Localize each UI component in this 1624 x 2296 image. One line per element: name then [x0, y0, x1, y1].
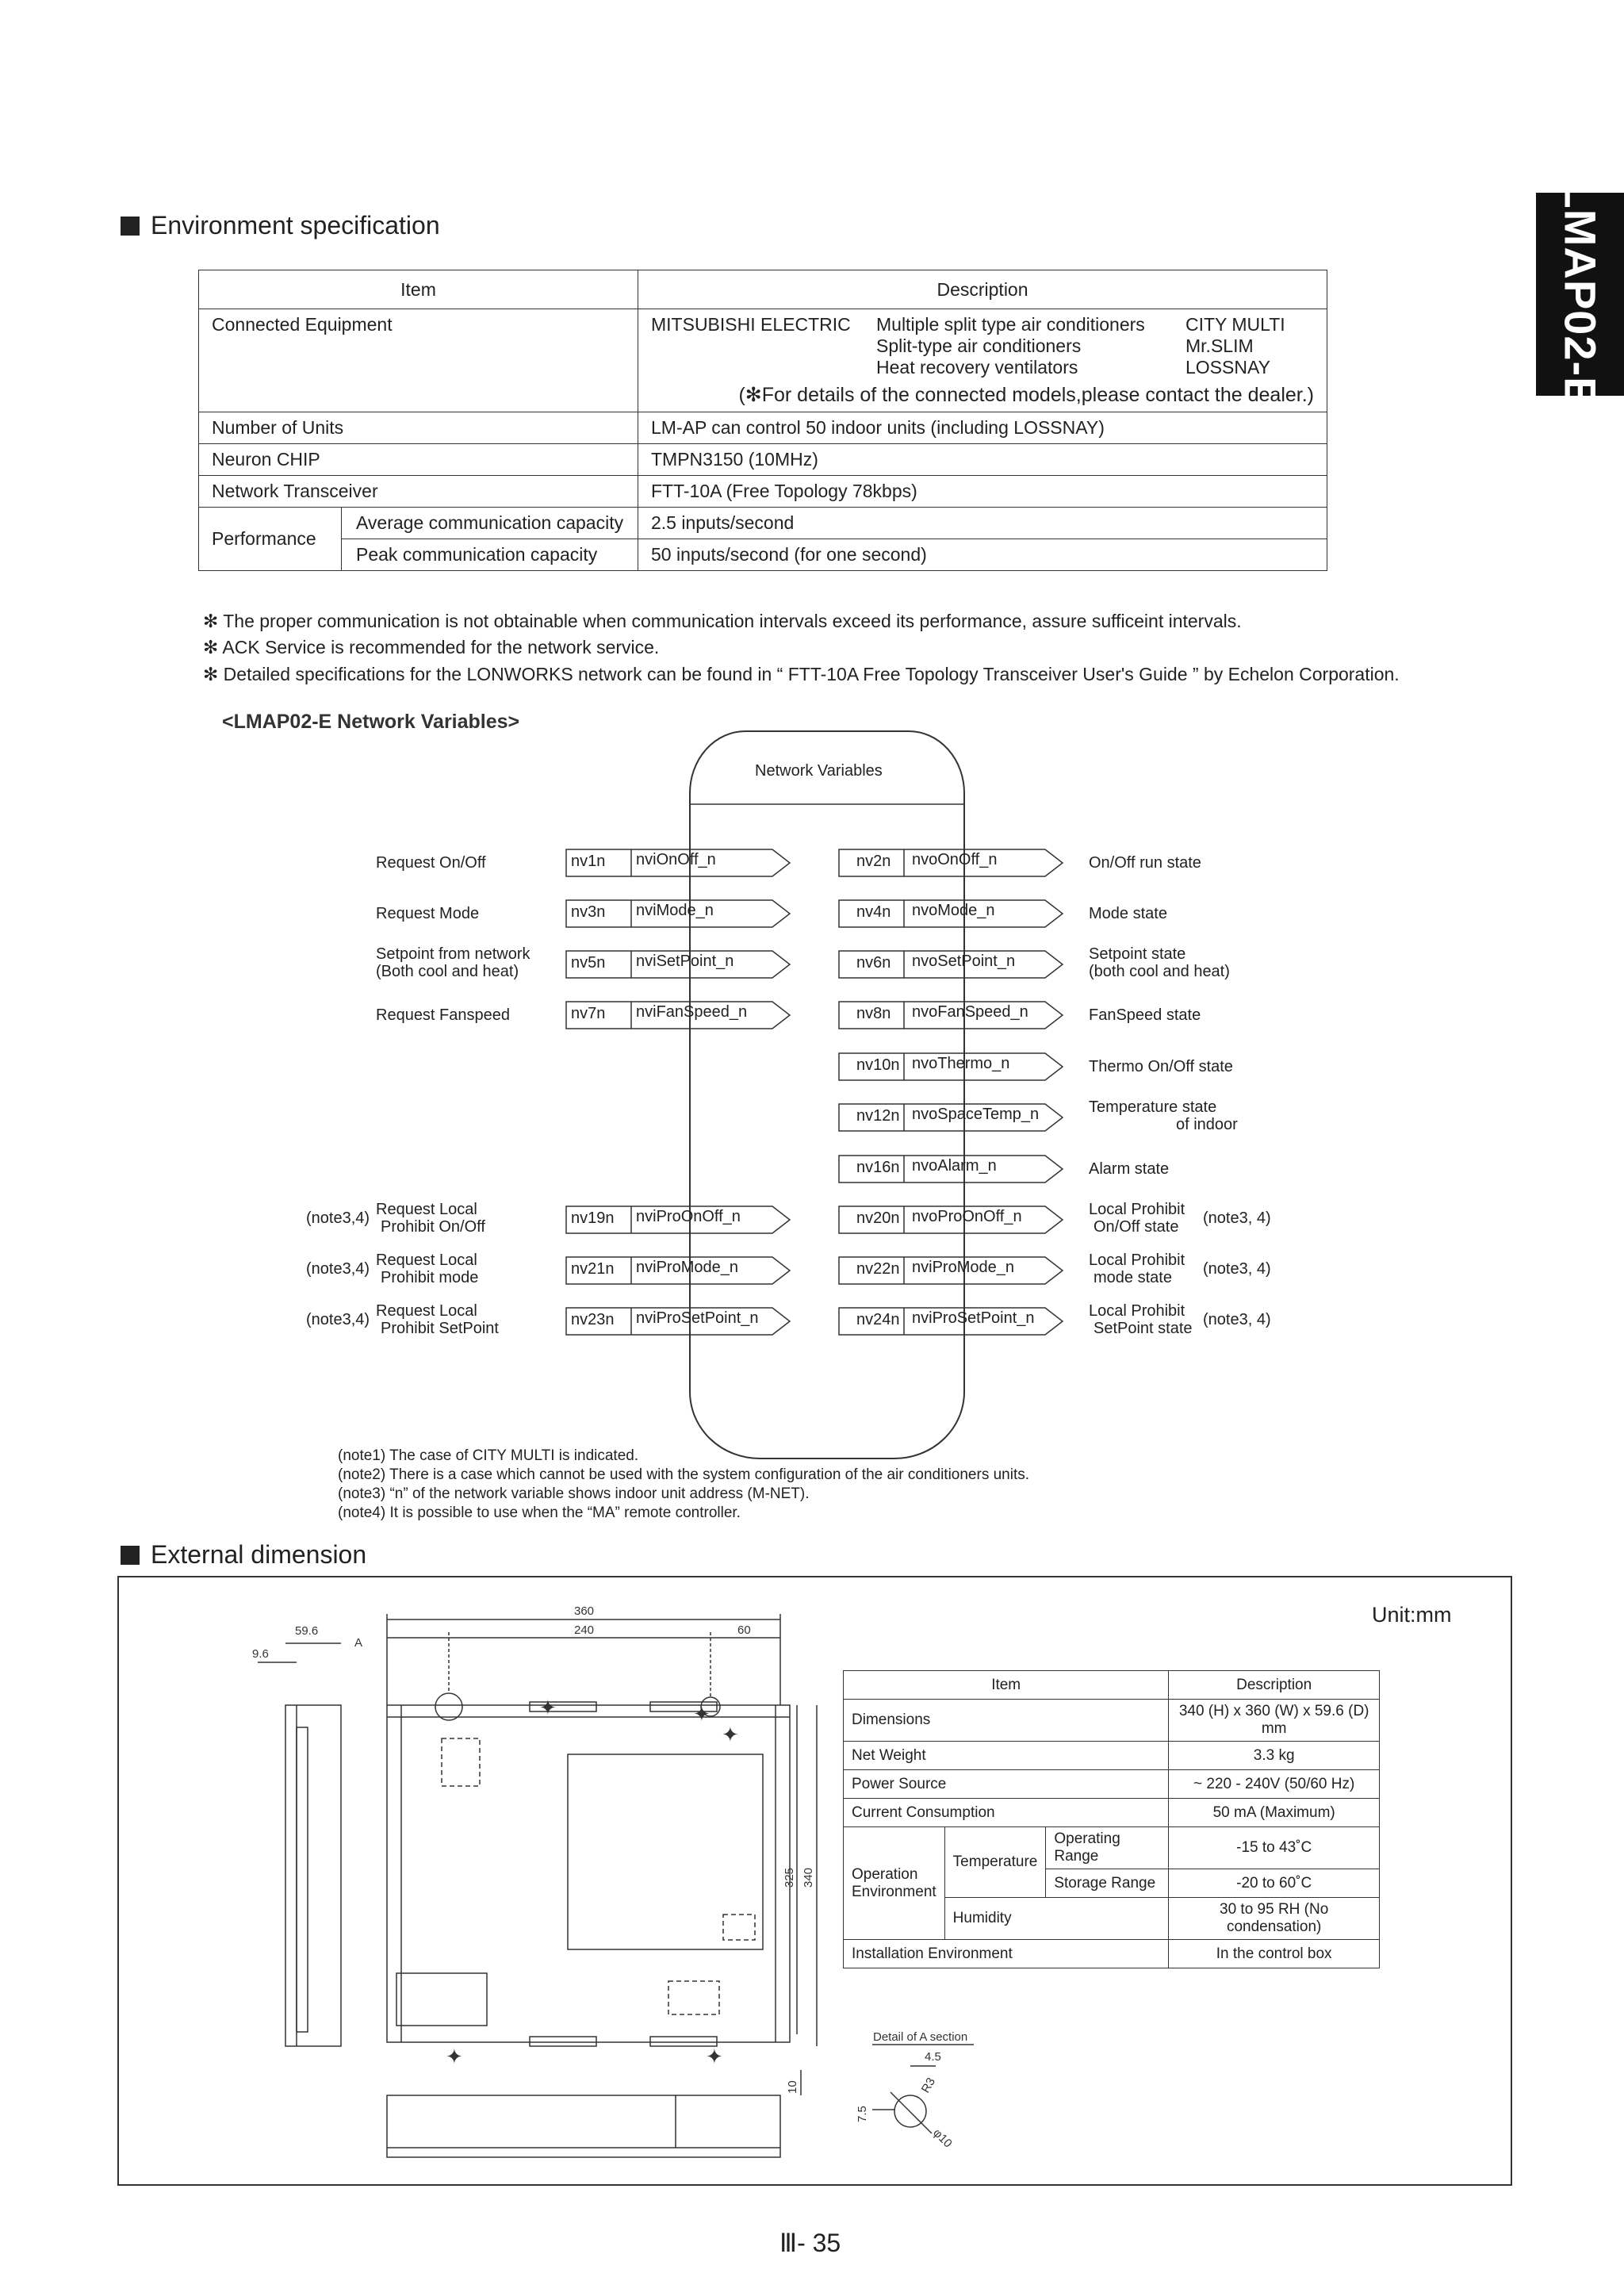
output-note: (note3, 4) — [1203, 1311, 1271, 1328]
mount-hole-a — [435, 1693, 462, 1720]
input-nv-id: nv7n — [571, 1005, 606, 1022]
dim-header-description: Description — [1169, 1671, 1380, 1700]
input-label-line2: Prohibit mode — [381, 1269, 479, 1286]
input-nv-name: nviFanSpeed_n — [636, 1003, 748, 1021]
dashed-component-2 — [723, 1915, 755, 1940]
side-tab-label: LMAP02-E — [1555, 181, 1605, 408]
input-nv-name: nviProMode_n — [636, 1259, 738, 1276]
detail-r3: R3 — [918, 2075, 939, 2095]
input-nv-name: nviOnOff_n — [636, 851, 716, 868]
output-note: (note3, 4) — [1203, 1209, 1271, 1227]
dimensions-value: 340 (H) x 360 (W) x 59.6 (D) mm — [1169, 1700, 1380, 1742]
weight-label: Net Weight — [844, 1742, 1169, 1770]
label-a: A — [354, 1636, 363, 1650]
output-label: Alarm state — [1089, 1160, 1170, 1178]
input-nv-id: nv3n — [571, 903, 606, 921]
humidity-label: Humidity — [944, 1898, 1169, 1940]
transceiver-value: FTT-10A (Free Topology 78kbps) — [638, 476, 1327, 508]
maker: MITSUBISHI ELECTRIC — [651, 314, 851, 335]
peak-value: 50 inputs/second (for one second) — [638, 539, 1327, 571]
output-label-line2: On/Off state — [1094, 1218, 1179, 1236]
connected-label: Connected Equipment — [199, 309, 638, 412]
output-label-line2: mode state — [1094, 1269, 1172, 1286]
nv-note-3: (note3) “n” of the network variable shows indoor unit address (M-NET). — [338, 1485, 810, 1502]
page-number: Ⅲ- 35 — [779, 2229, 841, 2257]
env-note-3: ✻ Detailed specifications for the LONWORKS network can be found in “ FTT-10A Free Topology Transceiver User's Guide ” by Echelon Corporation. — [203, 664, 1400, 684]
unit-label: Unit:mm — [1372, 1603, 1452, 1627]
input-nv-id: nv5n — [571, 954, 606, 972]
header-description: Description — [638, 270, 1327, 309]
input-label: Request Local — [376, 1201, 477, 1218]
output-nv-id: nv2n — [856, 853, 891, 870]
install-label: Installation Environment — [844, 1940, 1169, 1968]
board-module — [568, 1754, 763, 1949]
output-label: Local Prohibit — [1089, 1201, 1185, 1218]
dim-59-6-text: 59.6 — [295, 1624, 319, 1638]
dim-340-text: 340 — [802, 1867, 815, 1888]
detail-phi10: φ10 — [930, 2125, 955, 2151]
input-label: Setpoint from network — [376, 945, 530, 963]
panel-mark-5: ✦ — [706, 2045, 723, 2068]
install-value: In the control box — [1169, 1940, 1380, 1968]
input-nv-id: nv19n — [571, 1209, 615, 1227]
external-dimension-title: External dimension — [121, 1540, 366, 1570]
output-nv-name: nvoAlarm_n — [912, 1157, 997, 1175]
input-label: Request Local — [376, 1251, 477, 1269]
output-nv-id: nv24n — [856, 1311, 900, 1328]
output-nv-id: nv16n — [856, 1159, 900, 1176]
connected-note: (✻For details of the connected models,please contact the dealer.) — [738, 384, 1314, 406]
input-label-line2: Prohibit On/Off — [381, 1218, 485, 1236]
output-nv-id: nv10n — [856, 1056, 900, 1074]
input-label: Request On/Off — [376, 854, 486, 872]
output-nv-id: nv12n — [856, 1107, 900, 1125]
current-value: 50 mA (Maximum) — [1169, 1799, 1380, 1827]
output-note: (note3, 4) — [1203, 1260, 1271, 1278]
op-range-label: Operating Range — [1046, 1827, 1169, 1869]
dashed-component-1 — [442, 1738, 480, 1786]
env-spec-title: Environment specification — [121, 211, 440, 240]
input-nv-name: nviProOnOff_n — [636, 1208, 741, 1225]
output-nv-id: nv8n — [856, 1005, 891, 1022]
network-variables-title: <LMAP02-E Network Variables> — [222, 711, 520, 733]
output-nv-name: nvoSpaceTemp_n — [912, 1106, 1040, 1123]
output-nv-name: nvoOnOff_n — [912, 851, 998, 868]
performance-label: Performance — [199, 508, 342, 571]
input-label: Request Fanspeed — [376, 1006, 511, 1024]
header-item: Item — [199, 270, 638, 309]
output-nv-name: nvoProOnOff_n — [912, 1208, 1022, 1225]
input-note: (note3,4) — [306, 1209, 370, 1227]
output-nv-name: nvoSetPoint_n — [912, 953, 1016, 970]
input-nv-name: nviMode_n — [636, 902, 714, 919]
dim-360-text: 360 — [574, 1604, 595, 1618]
units-label: Number of Units — [199, 412, 638, 444]
output-label-line2: (both cool and heat) — [1089, 963, 1230, 980]
detail-title: Detail of A section — [873, 2030, 968, 2044]
neuron-value: TMPN3150 (10MHz) — [638, 444, 1327, 476]
avg-value: 2.5 inputs/second — [638, 508, 1327, 539]
panel-mark-3: ✦ — [722, 1723, 739, 1746]
output-nv-id: nv20n — [856, 1209, 900, 1227]
output-nv-name: nviProSetPoint_n — [912, 1309, 1035, 1327]
output-label: On/Off run state — [1089, 854, 1201, 872]
terminal-block — [396, 1973, 487, 2026]
output-nv-name: nvoMode_n — [912, 902, 995, 919]
dim-9-6-text: 9.6 — [252, 1647, 269, 1661]
output-nv-id: nv4n — [856, 903, 891, 921]
side-view — [285, 1705, 341, 2046]
env-note-2: ✻ ACK Service is recommended for the network service. — [203, 637, 660, 657]
input-nv-id: nv1n — [571, 853, 606, 870]
output-label: FanSpeed state — [1089, 1006, 1201, 1024]
op-env-label: Operation Environment — [844, 1827, 945, 1940]
nv-box-label: Network Variables — [755, 762, 883, 780]
env-note-1: ✻ The proper communication is not obtainable when communication intervals exceed its performance, assure sufficeint intervals. — [203, 611, 1242, 631]
op-range-value: -15 to 43˚C — [1169, 1827, 1380, 1869]
transceiver-label: Network Transceiver — [199, 476, 638, 508]
side-view-flange — [297, 1727, 308, 2032]
output-nv-name: nvoThermo_n — [912, 1055, 1010, 1072]
panel-mark-1: ✦ — [539, 1696, 557, 1719]
dim-header-item: Item — [844, 1671, 1169, 1700]
output-nv-id: nv6n — [856, 954, 891, 972]
output-label: Mode state — [1089, 905, 1167, 922]
dimensions-label: Dimensions — [844, 1700, 1169, 1742]
input-note: (note3,4) — [306, 1260, 370, 1278]
output-label-line2: SetPoint state — [1094, 1320, 1193, 1337]
nv-note-1: (note1) The case of CITY MULTI is indicated. — [338, 1447, 639, 1464]
panel-mark-2: ✦ — [693, 1702, 710, 1726]
output-label: Temperature state — [1089, 1098, 1217, 1116]
power-label: Power Source — [844, 1770, 1169, 1799]
neuron-label: Neuron CHIP — [199, 444, 638, 476]
weight-value: 3.3 kg — [1169, 1742, 1380, 1770]
dim-10-text: 10 — [786, 2080, 799, 2094]
humidity-value: 30 to 95 RH (No condensation) — [1169, 1898, 1380, 1940]
detail-7-5: 7.5 — [856, 2106, 869, 2122]
output-label: Thermo On/Off state — [1089, 1058, 1233, 1075]
nv-note-4: (note4) It is possible to use when the “MA” remote controller. — [338, 1504, 741, 1521]
panel-outline — [387, 1705, 790, 2042]
output-label-line2: of indoor — [1176, 1116, 1238, 1133]
dim-240-text: 240 — [574, 1623, 595, 1637]
input-label-line2: Prohibit SetPoint — [381, 1320, 499, 1337]
detail-4-5: 4.5 — [925, 2050, 941, 2064]
input-label-line2: (Both cool and heat) — [376, 963, 519, 980]
external-spec-table — [843, 1670, 1380, 1968]
storage-range-value: -20 to 60˚C — [1169, 1869, 1380, 1898]
output-label: Local Prohibit — [1089, 1302, 1185, 1320]
output-nv-name: nvoFanSpeed_n — [912, 1003, 1028, 1021]
panel-mark-4: ✦ — [446, 2045, 463, 2068]
bottom-slot-left — [530, 2037, 596, 2046]
input-nv-id: nv21n — [571, 1260, 615, 1278]
units-value: LM-AP can control 50 indoor units (including LOSSNAY) — [638, 412, 1327, 444]
output-label: Local Prohibit — [1089, 1251, 1185, 1269]
input-label: Request Mode — [376, 905, 480, 922]
output-label: Setpoint state — [1089, 945, 1186, 963]
nv-note-2: (note2) There is a case which cannot be used with the system configuration of the air conditioners units. — [338, 1466, 1030, 1483]
dashed-component-3 — [668, 1981, 719, 2014]
input-nv-id: nv23n — [571, 1311, 615, 1328]
input-note: (note3,4) — [306, 1311, 370, 1328]
connected-desc: MITSUBISHI ELECTRIC Multiple split type air conditioners CITY MULTI Split-type air conditioners Mr.SLIM Heat recovery ventilators LOSSNAY (✻For details of the connected models,please contact the dealer.) — [638, 309, 1327, 412]
dim-60-text: 60 — [737, 1623, 751, 1637]
input-nv-name: nviSetPoint_n — [636, 953, 734, 970]
input-nv-name: nviProSetPoint_n — [636, 1309, 759, 1327]
input-label: Request Local — [376, 1302, 477, 1320]
temperature-label: Temperature — [944, 1827, 1046, 1898]
avg-label: Average communication capacity — [342, 508, 638, 539]
peak-label: Peak communication capacity — [342, 539, 638, 571]
output-nv-id: nv22n — [856, 1260, 900, 1278]
power-value: ~ 220 - 240V (50/60 Hz) — [1169, 1770, 1380, 1799]
output-nv-name: nviProMode_n — [912, 1259, 1014, 1276]
current-label: Current Consumption — [844, 1799, 1169, 1827]
storage-range-label: Storage Range — [1046, 1869, 1169, 1898]
dim-325-text: 325 — [783, 1867, 796, 1888]
